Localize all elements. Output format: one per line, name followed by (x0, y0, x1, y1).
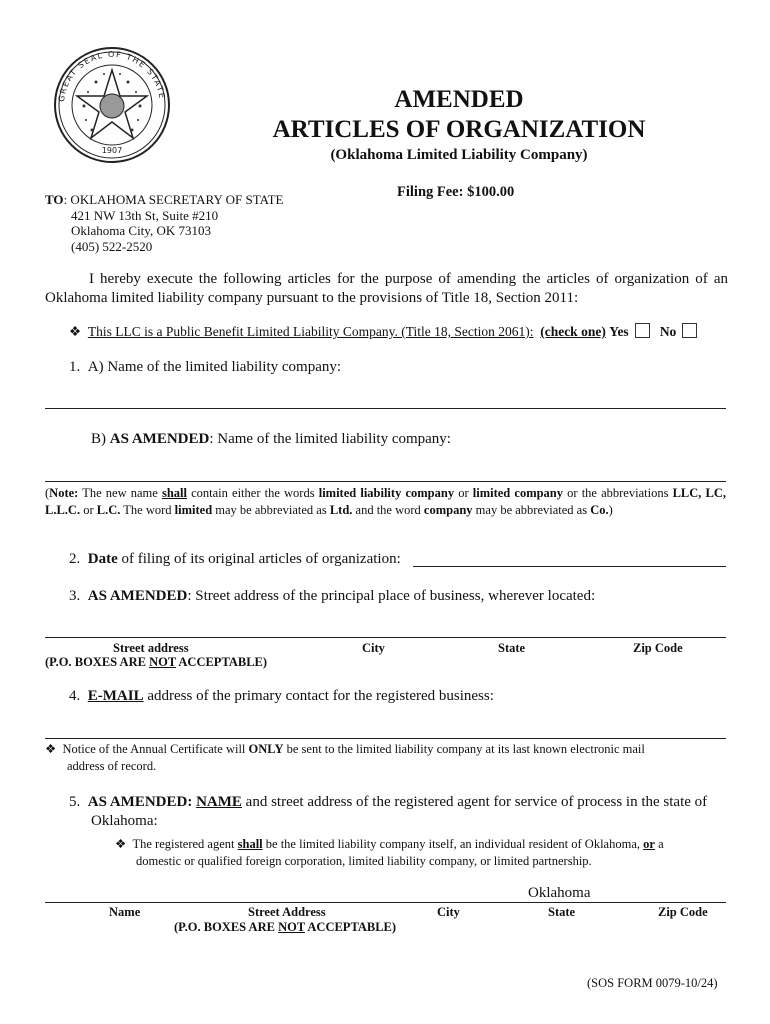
as-amended-label: AS AMENDED (87, 588, 188, 604)
intro-paragraph: I hereby execute the following articles for the purpose of amending the articles of organization of an Oklahoma limited liability company pursuant to the provisions of Title 18, Section 2011: (45, 271, 728, 306)
item-2: 2. Date of filing of its original articles of organization: (69, 551, 401, 567)
yes-label: Yes (609, 324, 629, 339)
item-5: 5. AS AMENDED: NAME and street address of the registered agent for service of process in the state of Oklahoma: (69, 794, 708, 829)
annual-certificate-notice: ❖ Notice of the Annual Certificate will ONLY be sent to the limited liability company at its last known electronic mail address of record. (45, 742, 645, 773)
form-number: (SOS FORM 0079-10/24) (587, 976, 718, 990)
state-label: State (498, 641, 526, 655)
recipient-block (45, 192, 283, 254)
item-1b-prefix: B) (91, 431, 106, 447)
bullet-icon: ❖ (115, 837, 127, 851)
registered-agent-field[interactable] (45, 902, 726, 903)
agent-street-label: Street Address (248, 905, 326, 919)
to-label: TO (45, 192, 64, 207)
agent-name-label: Name (109, 905, 141, 919)
email-field[interactable] (45, 738, 726, 739)
zip-label: Zip Code (633, 641, 683, 655)
city-label: City (362, 641, 385, 655)
agent-state-label: State (548, 905, 576, 919)
item-number: 1. (69, 359, 81, 375)
agent-zip-label: Zip Code (658, 905, 708, 919)
title-line-1: AMENDED (394, 86, 524, 113)
subtitle: (Oklahoma Limited Liability Company) (330, 147, 588, 163)
item-1a-text: A) Name of the limited liability company: (87, 359, 342, 375)
no-checkbox[interactable] (682, 323, 697, 338)
no-label: No (659, 324, 677, 339)
as-amended-label: AS AMENDED (109, 431, 210, 447)
pbllc-row (69, 323, 697, 340)
svg-text:GREAT SEAL OF THE STATE OF OKL: GREAT SEAL OF THE STATE (57, 49, 167, 103)
date-label: Date (87, 551, 118, 567)
seal-year: 1907 (101, 146, 123, 155)
po-box-warning: (P.O. BOXES ARE NOT ACCEPTABLE) (45, 655, 268, 669)
po-box-warning: (P.O. BOXES ARE NOT ACCEPTABLE) (174, 920, 397, 934)
email-label: E-MAIL (87, 688, 144, 704)
address-line-1: 421 NW 13th St, Suite #210 (71, 207, 219, 223)
address-line-2: Oklahoma City, OK 73103 (71, 223, 211, 238)
item-4: 4. E-MAIL address of the primary contact for the registered business: (69, 688, 494, 704)
phone: (405) 522-2520 (71, 238, 153, 254)
title-line-2: ARTICLES OF ORGANIZATION (272, 116, 646, 143)
amended-name-field[interactable] (45, 481, 726, 482)
principal-address-field[interactable] (45, 637, 726, 638)
item-1b (91, 431, 451, 448)
agent-note: ❖ The registered agent shall be the limited liability company itself, an individual resident of Oklahoma, or a domestic or qualified foreign corporation, limited liability company, or limited partnership. (115, 837, 664, 868)
bullet-icon: ❖ (45, 742, 57, 756)
bullet-icon: ❖ (69, 324, 82, 339)
yes-checkbox[interactable] (635, 323, 650, 338)
agent-city-label: City (437, 905, 460, 919)
original-filing-date-field[interactable] (413, 566, 726, 567)
agent-state-value: Oklahoma (528, 885, 591, 901)
item-1a (69, 359, 341, 376)
pbllc-text: This LLC is a Public Benefit Limited Liability Company. (Title 18, Section 2061): (87, 324, 534, 339)
filing-fee: Filing Fee: $100.00 (397, 184, 515, 200)
item-3: 3. AS AMENDED: Street address of the principal place of business, wherever located: (69, 588, 596, 604)
item-1b-text: : Name of the limited liability company: (209, 431, 451, 447)
name-note: (Note: The new name shall contain either the words limited liability company or limited company or the abbreviations LLC, LC, L.L.C. or L.C. The word limited may be abbreviated as Ltd. and the word company may be abbreviated as Co.) (45, 486, 727, 517)
llc-name-field[interactable] (45, 408, 726, 409)
check-one-label: (check one) (540, 324, 606, 339)
recipient-name: : OKLAHOMA SECRETARY OF STATE (63, 192, 284, 207)
street-address-label: Street address (113, 641, 189, 655)
